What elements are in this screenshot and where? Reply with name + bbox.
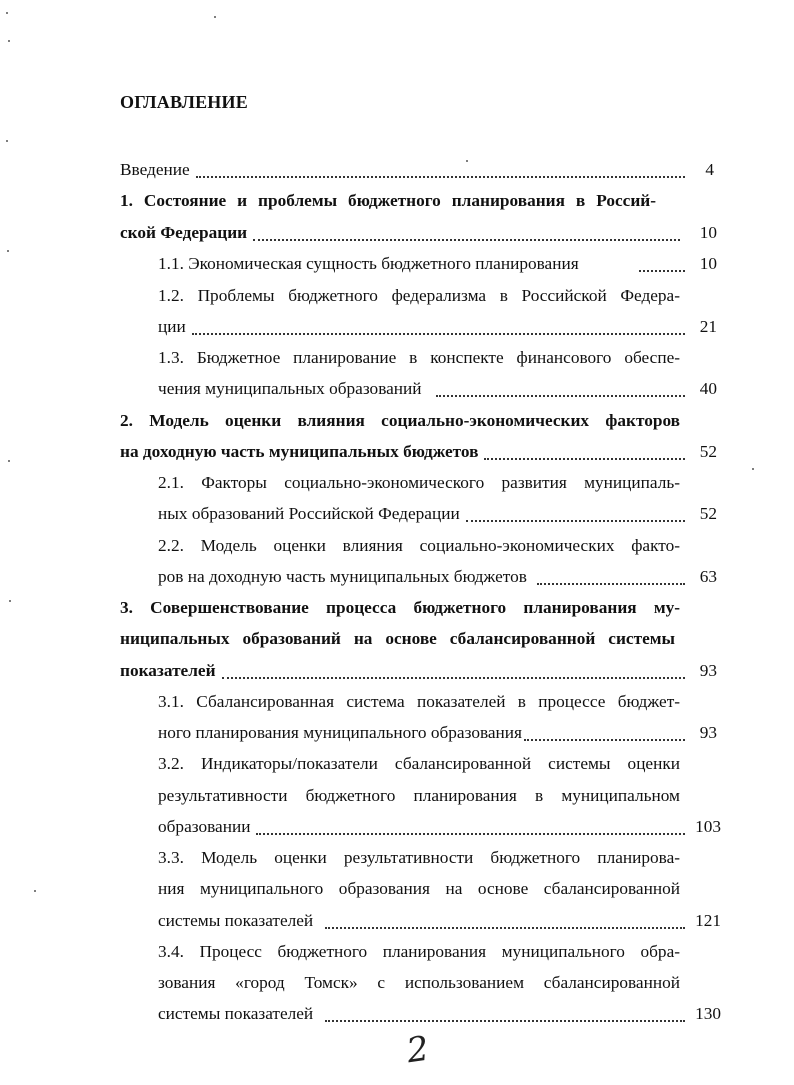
toc-section-3-3-line-2[interactable]: ния муниципального образования на основе сбалансированной bbox=[158, 879, 680, 898]
toc-page-number: 21 bbox=[699, 317, 717, 336]
toc-page-number: 63 bbox=[699, 567, 717, 586]
handwritten-page-number: 2 bbox=[404, 1028, 432, 1072]
toc-section-2-2-line-1[interactable]: 2.2. Модель оценки влияния социально-экономических факто- bbox=[158, 536, 680, 555]
scan-speck bbox=[6, 140, 8, 142]
toc-page-number: 10 bbox=[699, 254, 717, 273]
toc-section-3-4-line-3[interactable] bbox=[158, 999, 685, 1029]
toc-chapter-1-line-1[interactable]: 1. Состояние и проблемы бюджетного планирования в Россий- bbox=[120, 191, 656, 210]
toc-page-number: 40 bbox=[699, 379, 717, 398]
toc-section-3-4-line-1[interactable]: 3.4. Процесс бюджетного планирования муниципального обра- bbox=[158, 942, 680, 961]
toc-section-3-3-line-1[interactable]: 3.3. Модель оценки результативности бюджетного планирова- bbox=[158, 848, 680, 867]
toc-page-number: 52 bbox=[699, 504, 717, 523]
toc-entry-title: ров на доходную часть муниципальных бюджетов bbox=[158, 567, 527, 586]
toc-page-number: 103 bbox=[695, 817, 721, 836]
scan-speck bbox=[7, 250, 9, 252]
toc-page-number: 93 bbox=[699, 661, 717, 680]
leader-dots bbox=[325, 906, 685, 936]
toc-section-1-3-line-2[interactable] bbox=[158, 374, 685, 404]
toc-section-3-4-line-2[interactable]: зования «город Томск» с использованием сбалансированной bbox=[158, 973, 680, 992]
toc-section-2-1-line-2[interactable] bbox=[158, 499, 685, 529]
toc-chapter-2-line-1[interactable]: 2. Модель оценки влияния социально-экономических факторов bbox=[120, 411, 680, 430]
toc-section-3-3-line-3[interactable] bbox=[158, 906, 685, 936]
toc-page-number: 121 bbox=[695, 911, 721, 930]
scan-speck bbox=[214, 16, 216, 18]
leader-dots bbox=[436, 374, 685, 404]
toc-chapter-2-line-2[interactable] bbox=[120, 437, 685, 467]
toc-page-number: 4 bbox=[705, 160, 714, 179]
leader-dots bbox=[484, 437, 685, 467]
toc-section-3-2-line-3[interactable] bbox=[158, 812, 685, 842]
toc-entry-title: системы показателей bbox=[158, 911, 314, 930]
toc-entry-title: чения муниципальных образований bbox=[158, 379, 422, 398]
scan-speck bbox=[34, 890, 36, 892]
toc-page-number: 52 bbox=[699, 442, 717, 461]
toc-page-number: 130 bbox=[695, 1004, 721, 1023]
leader-dots bbox=[196, 155, 685, 185]
toc-chapter-3-line-1[interactable]: 3. Совершенствование процесса бюджетного планирования му- bbox=[120, 598, 680, 617]
toc-entry-title: ции bbox=[158, 317, 186, 336]
scan-speck bbox=[466, 160, 468, 162]
toc-section-1-3-line-1[interactable]: 1.3. Бюджетное планирование в конспекте финансового обеспе- bbox=[158, 348, 680, 367]
toc-page-number: 10 bbox=[699, 223, 717, 242]
scan-speck bbox=[752, 468, 754, 470]
toc-entry-title: образовании bbox=[158, 817, 251, 836]
toc-section-3-1-line-2[interactable] bbox=[158, 718, 685, 748]
scan-speck bbox=[8, 460, 10, 462]
toc-entry-title: ской Федерации bbox=[120, 223, 248, 242]
toc-section-1-1[interactable] bbox=[158, 249, 685, 279]
toc-heading: ОГЛАВЛЕНИЕ bbox=[120, 92, 248, 112]
leader-dots bbox=[253, 218, 680, 248]
toc-section-3-2-line-2[interactable]: результативности бюджетного планирования в муниципальном bbox=[158, 786, 680, 805]
leader-dots bbox=[466, 499, 685, 529]
scan-speck bbox=[8, 40, 10, 42]
leader-dots bbox=[192, 312, 685, 342]
toc-entry-intro[interactable] bbox=[120, 155, 685, 185]
toc-section-1-2-line-2[interactable] bbox=[158, 312, 685, 342]
toc-page-number: 93 bbox=[699, 723, 717, 742]
toc-entry-title: 1.1. Экономическая сущность бюджетного планирования bbox=[158, 254, 579, 273]
toc-chapter-3-line-2[interactable]: ниципальных образований на основе сбалансированной системы bbox=[120, 629, 675, 648]
toc-entry-title: ного планирования муниципального образования bbox=[158, 723, 523, 742]
toc-section-2-2-line-2[interactable] bbox=[158, 562, 685, 592]
toc-entry-title: показателей bbox=[120, 661, 216, 680]
toc-entry-title: системы показателей bbox=[158, 1004, 314, 1023]
toc-chapter-3-line-3[interactable] bbox=[120, 656, 685, 686]
scan-speck bbox=[6, 12, 8, 14]
toc-chapter-1-line-2[interactable] bbox=[120, 218, 680, 248]
scan-speck bbox=[9, 600, 11, 602]
toc-entry-title: на доходную часть муниципальных бюджетов bbox=[120, 442, 479, 461]
toc-section-3-2-line-1[interactable]: 3.2. Индикаторы/показатели сбалансированной системы оценки bbox=[158, 754, 680, 773]
toc-section-2-1-line-1[interactable]: 2.1. Факторы социально-экономического развития муниципаль- bbox=[158, 473, 680, 492]
toc-section-3-1-line-1[interactable]: 3.1. Сбалансированная система показателей в процессе бюджет- bbox=[158, 692, 680, 711]
toc-entry-title: ных образований Российской Федерации bbox=[158, 504, 460, 523]
toc-entry-title: Введение bbox=[120, 160, 190, 179]
leader-dots bbox=[256, 812, 685, 842]
leader-dots bbox=[222, 656, 685, 686]
leader-dots bbox=[325, 999, 685, 1029]
toc-section-1-2-line-1[interactable]: 1.2. Проблемы бюджетного федерализма в Российской Федера- bbox=[158, 286, 680, 305]
